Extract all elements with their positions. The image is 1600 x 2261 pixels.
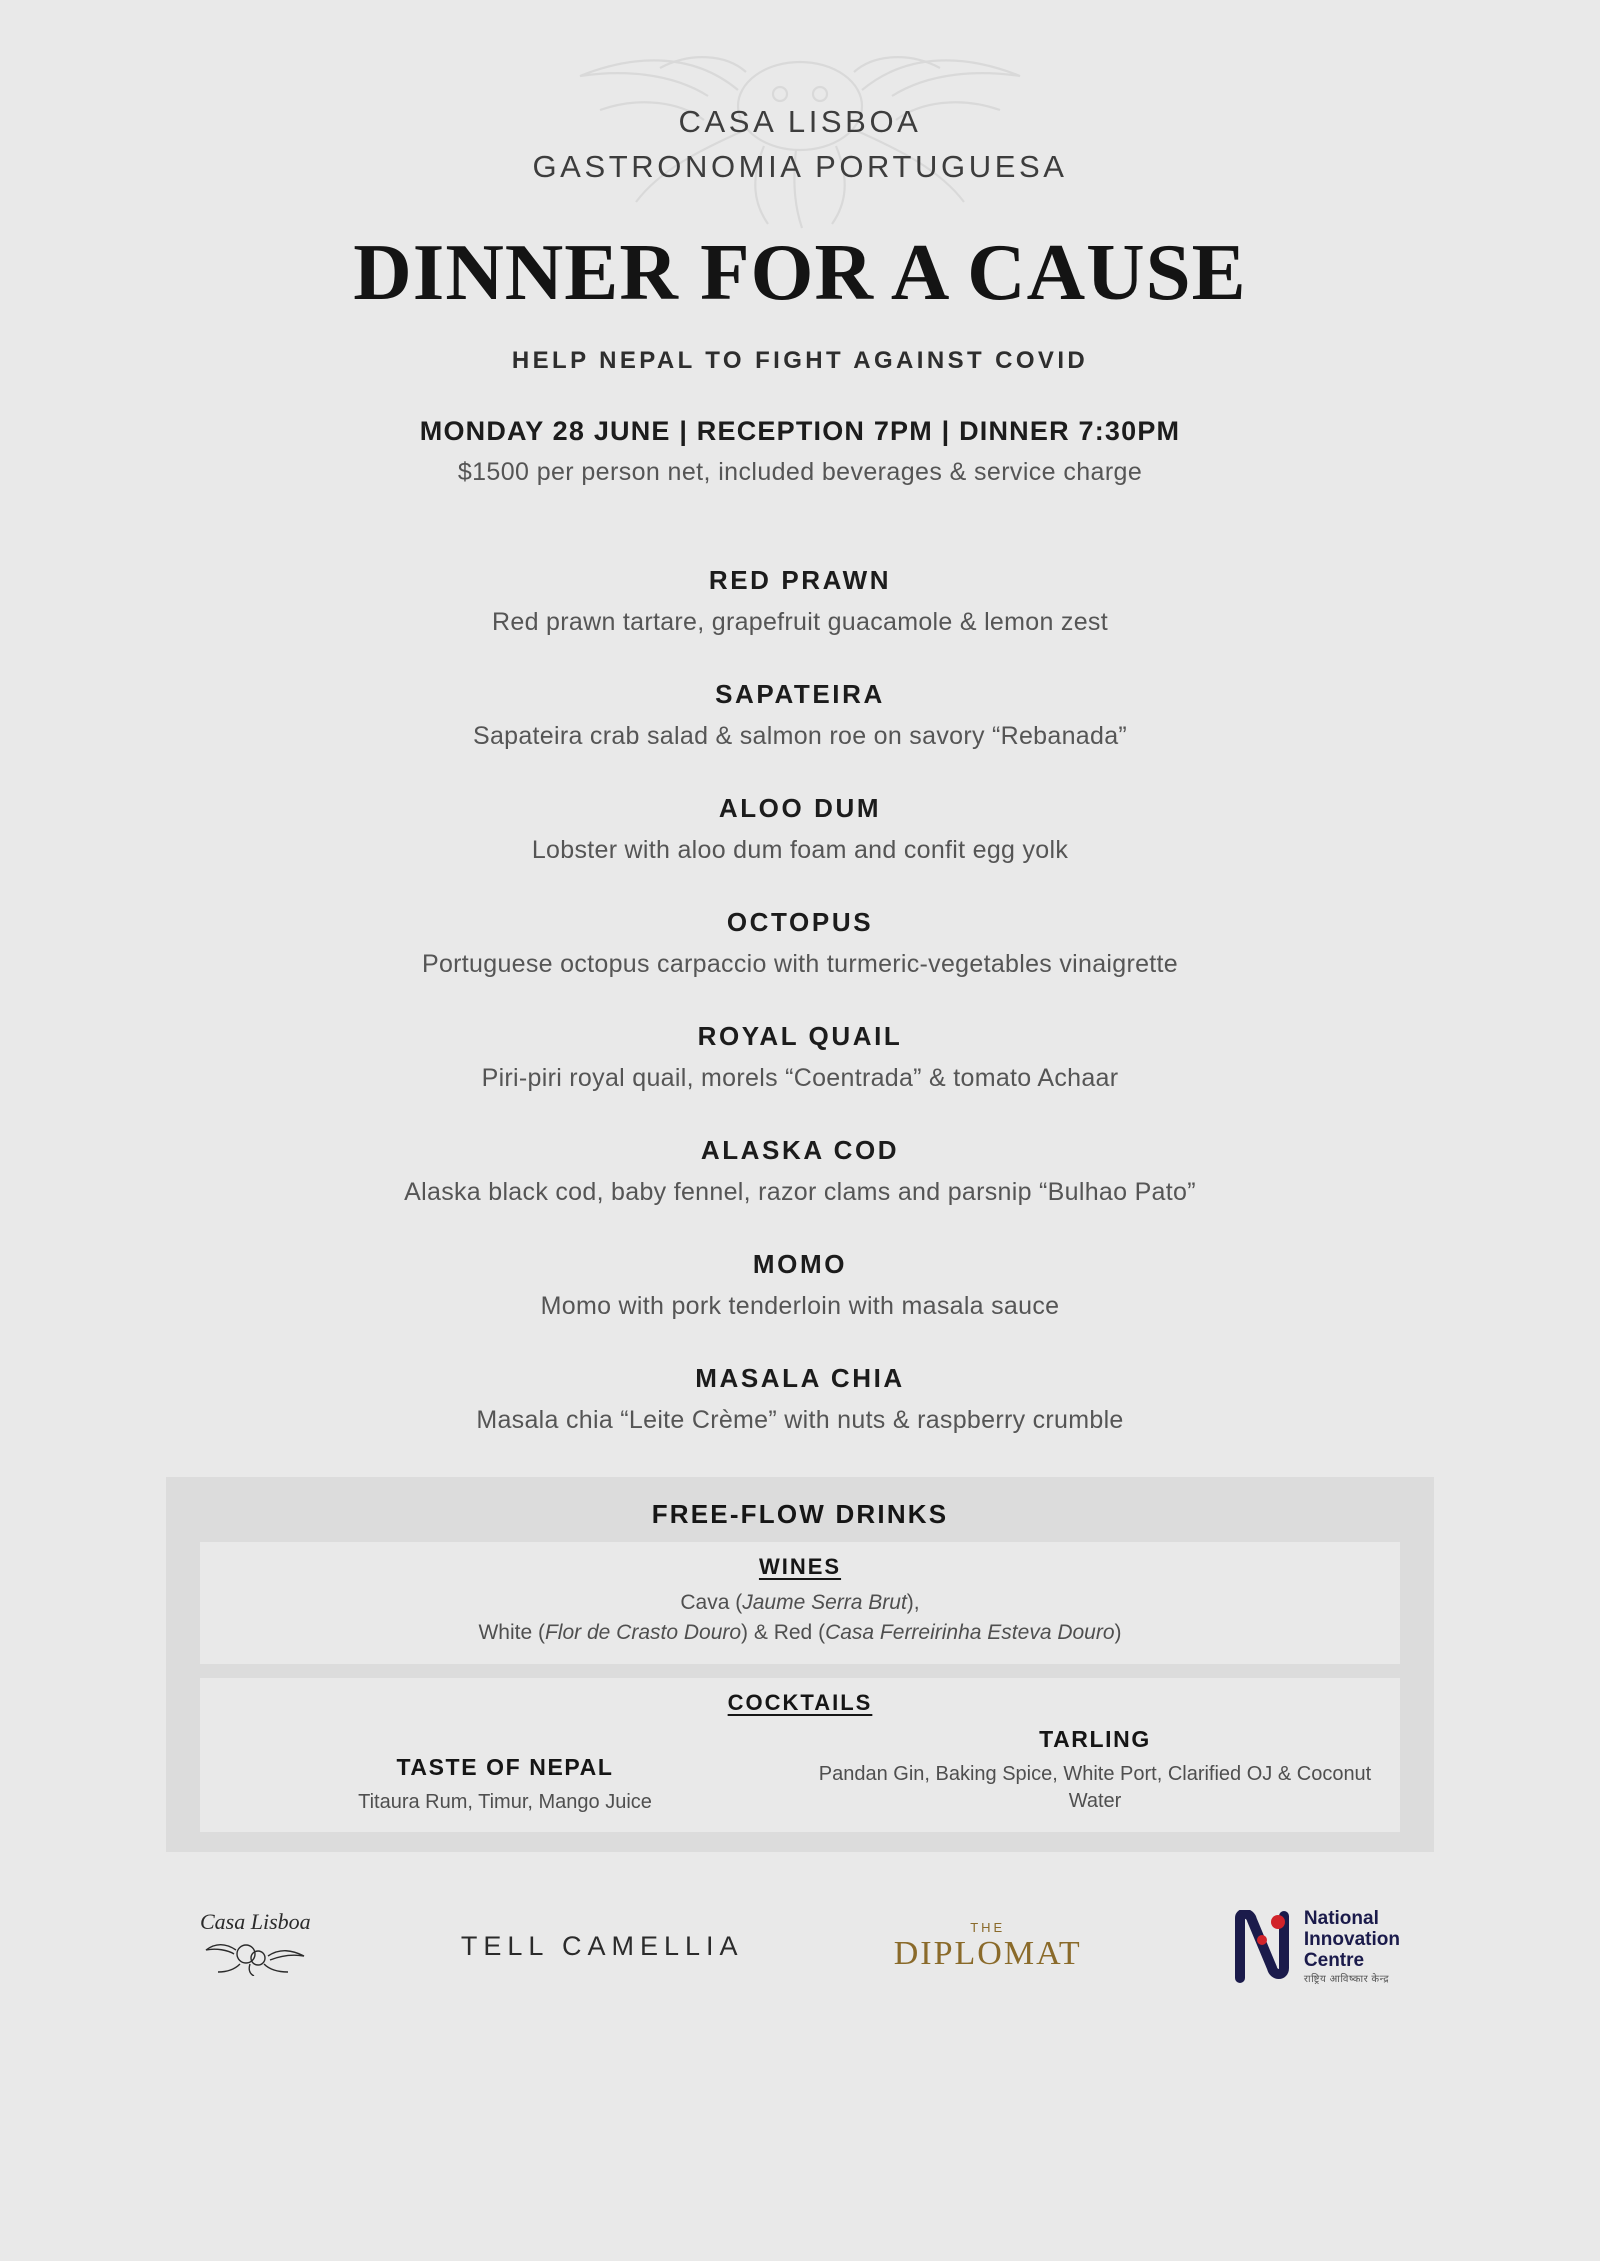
nic-subtitle: राष्ट्रिय आविष्कार केन्द्र: [1303, 1974, 1390, 1986]
course-item: [80, 1021, 1520, 1093]
course-item: [80, 1363, 1520, 1435]
course-item: [80, 565, 1520, 637]
course-item: [80, 679, 1520, 751]
course-item: [80, 1249, 1520, 1321]
course-item: [80, 1135, 1520, 1207]
restaurant-brand: [80, 0, 1520, 190]
course-name: ROYAL QUAIL: [697, 1020, 903, 1051]
cocktail-list: [210, 1726, 1390, 1817]
wine-line-2: [210, 1618, 1390, 1648]
course-description: Piri-piri royal quail, morels “Coentrada” & tomato Achaar: [481, 1063, 1119, 1092]
course-name: ALASKA COD: [700, 1134, 900, 1165]
page-title: DINNER FOR A CAUSE: [353, 226, 1247, 317]
course-list: [80, 565, 1520, 1435]
sponsor-casa-lisboa: [200, 1910, 311, 1984]
course-description: Alaska black cod, baby fennel, razor clams and parsnip “Bulhao Pato”: [404, 1177, 1196, 1206]
sponsor-the-diplomat: [894, 1920, 1082, 1973]
casa-lisboa-crab-icon: [200, 1934, 311, 1984]
cocktail-item: [210, 1726, 800, 1817]
nic-mark-icon: [1232, 1910, 1294, 1984]
casa-lisboa-logo-text: Casa Lisboa: [200, 1908, 311, 1934]
cocktail-name: TARLING: [1039, 1725, 1151, 1752]
sponsor-logos: [200, 1894, 1400, 1999]
course-description: Lobster with aloo dum foam and confit egg yolk: [531, 835, 1069, 864]
course-description: Red prawn tartare, grapefruit guacamole & lemon zest: [492, 607, 1108, 636]
wine-line-2-a-italic: Flor de Crasto Douro: [544, 1620, 742, 1644]
course-name: MOMO: [752, 1248, 848, 1279]
casa-lisboa-logo: [200, 1910, 311, 1984]
course-description: Masala chia “Leite Crème” with nuts & raspberry crumble: [476, 1405, 1124, 1434]
wine-line-2-suffix: ): [1114, 1620, 1122, 1644]
course-name: ALOO DUM: [718, 792, 882, 823]
nic-logo: [1232, 1908, 1400, 1986]
nic-logo-text: [1304, 1908, 1400, 1986]
cocktail-item: [800, 1726, 1390, 1817]
nic-line-3: Centre: [1303, 1950, 1365, 1972]
free-flow-drinks-section: [166, 1477, 1434, 1852]
course-item: [80, 793, 1520, 865]
course-description: Sapateira crab salad & salmon roe on savory “Rebanada”: [472, 721, 1128, 750]
course-name: SAPATEIRA: [715, 678, 885, 709]
wines-list: [210, 1588, 1390, 1648]
course-description: Portuguese octopus carpaccio with turmeric-vegetables vinaigrette: [422, 949, 1178, 978]
diplomat-logo-text: DIPLOMAT: [893, 1935, 1082, 1973]
cocktails-heading: COCKTAILS: [727, 1689, 873, 1715]
wines-heading: WINES: [758, 1553, 842, 1579]
course-name: OCTOPUS: [726, 906, 874, 937]
sponsor-national-innovation-centre: [1232, 1908, 1400, 1986]
cocktail-description: Pandan Gin, Baking Spice, White Port, Clarified OJ & Coconut Water: [818, 1762, 1372, 1813]
brand-line-2: GASTRONOMIA PORTUGUESA: [532, 148, 1068, 184]
event-datetime: MONDAY 28 JUNE | RECEPTION 7PM | DINNER 7:30PM: [419, 415, 1181, 446]
drinks-section-title: FREE-FLOW DRINKS: [651, 1498, 949, 1529]
diplomat-logo-top: THE: [970, 1920, 1006, 1936]
cocktail-name: TASTE OF NEPAL: [396, 1753, 614, 1780]
event-price: $1500 per person net, included beverages & service charge: [457, 457, 1143, 486]
wine-line-2-b-italic: Casa Ferreirinha Esteva Douro: [825, 1620, 1115, 1644]
course-item: [80, 907, 1520, 979]
tell-camellia-logo: TELL CAMELLIA: [460, 1931, 744, 1962]
cocktail-description: Titaura Rum, Timur, Mango Juice: [358, 1790, 652, 1813]
crab-glyph-icon: [200, 1934, 310, 1976]
wine-line-2-b: ) & Red (: [741, 1620, 826, 1644]
course-name: RED PRAWN: [708, 564, 892, 595]
brand-line-1: CASA LISBOA: [678, 104, 922, 139]
wine-line-1-prefix: Cava (: [680, 1590, 743, 1614]
sponsor-tell-camellia: [461, 1931, 744, 1962]
course-name: MASALA CHIA: [695, 1362, 905, 1393]
course-description: Momo with pork tenderloin with masala sauce: [540, 1291, 1060, 1320]
wine-line-2-a: White (: [478, 1620, 545, 1644]
cocktails-panel: [200, 1678, 1400, 1833]
nic-line-2: Innovation: [1303, 1928, 1400, 1950]
wine-line-1-italic: Jaume Serra Brut: [742, 1590, 907, 1614]
page-subtitle: HELP NEPAL TO FIGHT AGAINST COVID: [511, 346, 1089, 374]
nic-line-1: National: [1303, 1907, 1379, 1929]
wine-line-1: [210, 1588, 1390, 1618]
wines-panel: [200, 1542, 1400, 1664]
wine-line-1-suffix: ),: [906, 1590, 920, 1614]
